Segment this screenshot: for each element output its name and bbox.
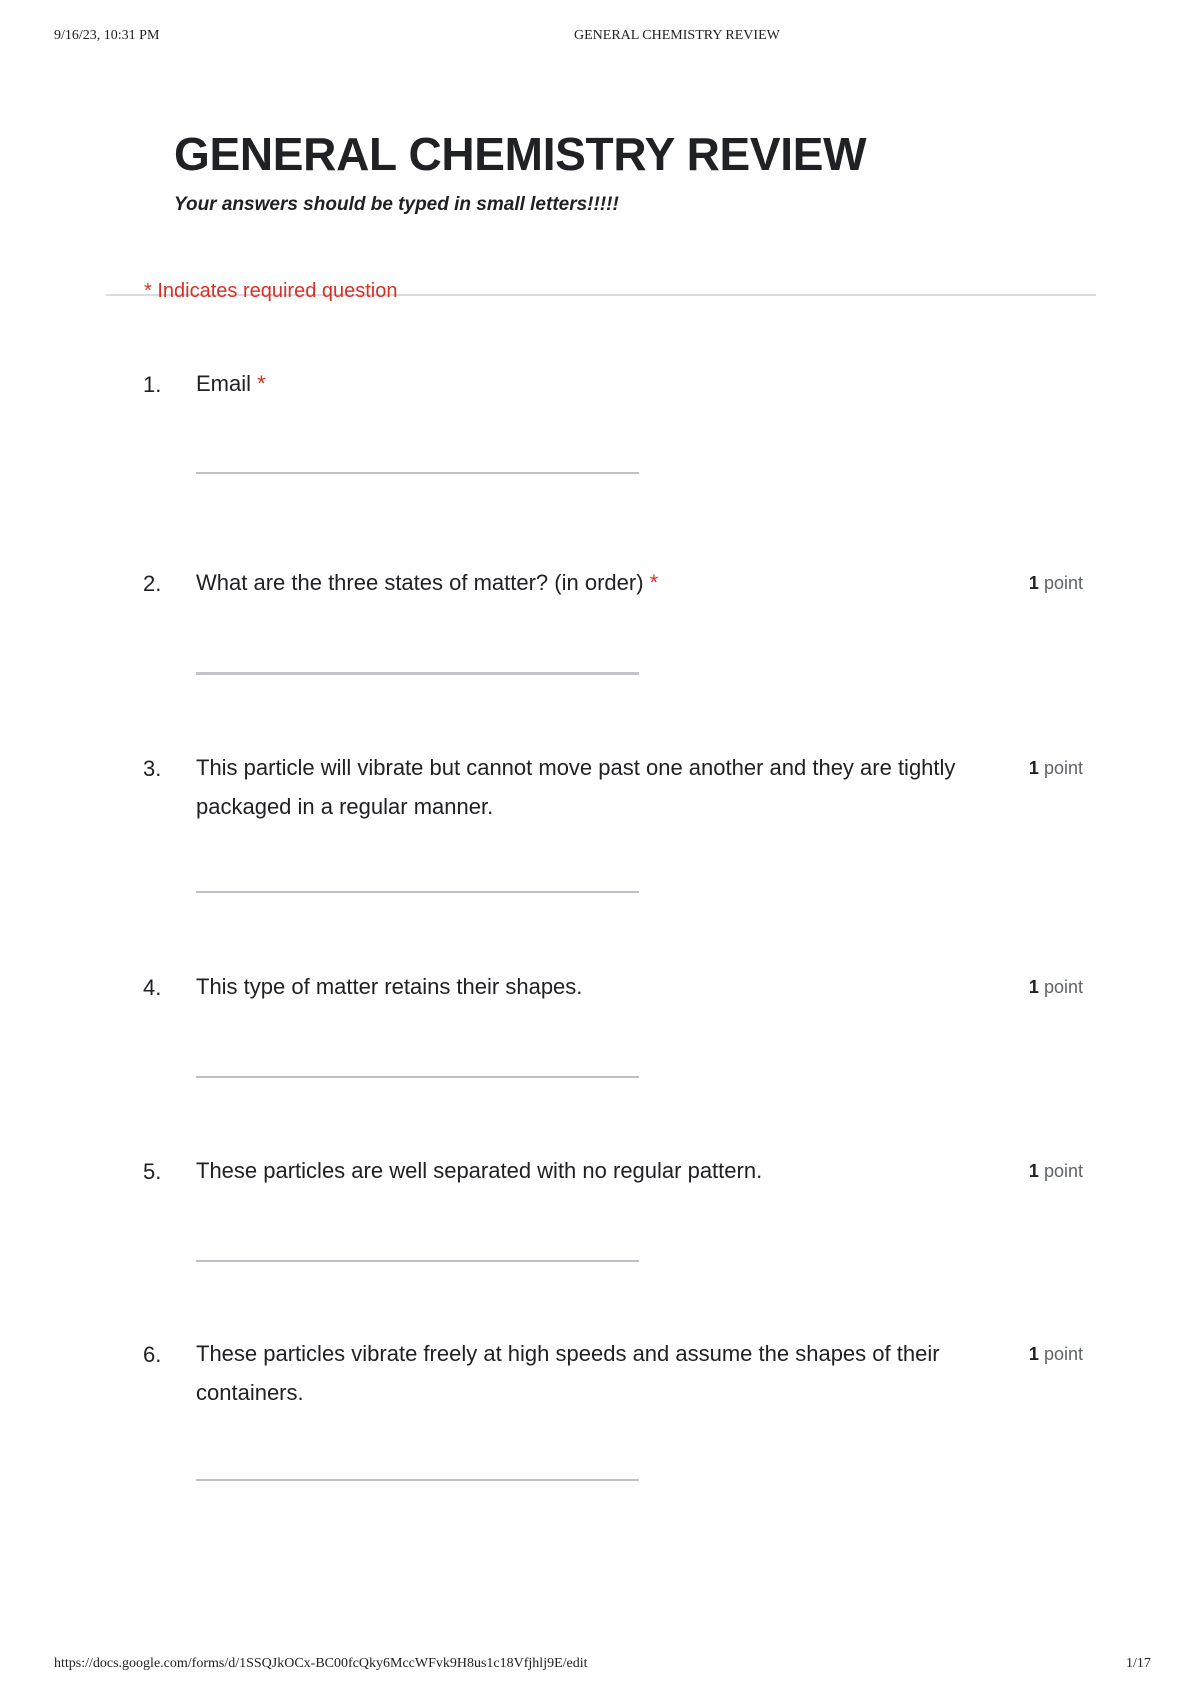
email-answer-field[interactable]: [196, 472, 639, 474]
question-label: This type of matter retains their shapes.: [196, 974, 583, 999]
question-text: [196, 1334, 1011, 1412]
question-label: These particles are well separated with no regular pattern.: [196, 1158, 763, 1183]
print-url: https://docs.google.com/forms/d/1SSQJkOCx-BC00fcQky6MccWFvk9H8us1c18Vfjhlj9E/edit: [54, 1656, 588, 1671]
points-unit: point: [1043, 1344, 1083, 1364]
form-description: Your answers should be typed in small letters!!!!!: [174, 194, 619, 215]
page-number: 1/17: [1126, 1656, 1151, 1671]
question-text: [196, 748, 1011, 826]
question-number: 1.: [143, 372, 162, 397]
question-label: These particles vibrate freely at high speeds and assume the shapes of their containers.: [196, 1341, 940, 1405]
points-unit: point: [1043, 758, 1083, 778]
answer-field[interactable]: [196, 1076, 639, 1078]
answer-field[interactable]: [196, 1479, 639, 1481]
question-number: 2.: [143, 571, 162, 596]
question-text: [196, 1151, 1011, 1190]
question-6: [143, 1342, 1083, 1492]
points-value: 1: [1028, 758, 1039, 778]
points-badge: [1029, 758, 1083, 779]
question-5: [143, 1159, 1083, 1269]
question-1: [143, 372, 1083, 472]
points-badge: [1029, 573, 1083, 594]
points-value: 1: [1028, 573, 1039, 593]
question-label: What are the three states of matter? (in order): [196, 570, 644, 595]
question-label: Email: [196, 371, 252, 396]
question-text: [196, 967, 1011, 1006]
points-value: 1: [1028, 1161, 1039, 1181]
question-number: 6.: [143, 1342, 162, 1367]
required-asterisk: *: [257, 371, 266, 396]
points-value: 1: [1028, 1344, 1039, 1364]
print-doc-title: GENERAL CHEMISTRY REVIEW: [574, 28, 780, 43]
points-unit: point: [1043, 1161, 1083, 1181]
question-3: [143, 756, 1083, 906]
question-label: This particle will vibrate but cannot move past one another and they are tightly packaged in a regular manner.: [196, 755, 956, 819]
print-datetime: 9/16/23, 10:31 PM: [54, 28, 160, 43]
print-footer: [0, 1656, 1200, 1676]
points-unit: point: [1043, 573, 1083, 593]
points-badge: [1029, 977, 1083, 998]
question-number: 5.: [143, 1159, 162, 1184]
question-2: [143, 571, 1083, 681]
required-note-row: [106, 272, 1096, 302]
question-4: [143, 975, 1083, 1085]
form-title: GENERAL CHEMISTRY REVIEW: [174, 128, 867, 180]
required-note: * Indicates required question: [144, 280, 398, 302]
answer-field[interactable]: [196, 891, 639, 893]
form-header: [174, 128, 1074, 216]
question-text: [196, 563, 1011, 602]
question-number: 3.: [143, 756, 162, 781]
print-header: [0, 28, 1200, 48]
required-asterisk: *: [649, 570, 659, 595]
points-badge: [1029, 1161, 1083, 1182]
answer-field[interactable]: [196, 672, 639, 675]
points-badge: [1029, 1344, 1083, 1365]
question-number: 4.: [143, 975, 162, 1000]
points-unit: point: [1043, 977, 1083, 997]
points-value: 1: [1028, 977, 1039, 997]
question-text: [196, 364, 1011, 403]
answer-field[interactable]: [196, 1260, 639, 1262]
